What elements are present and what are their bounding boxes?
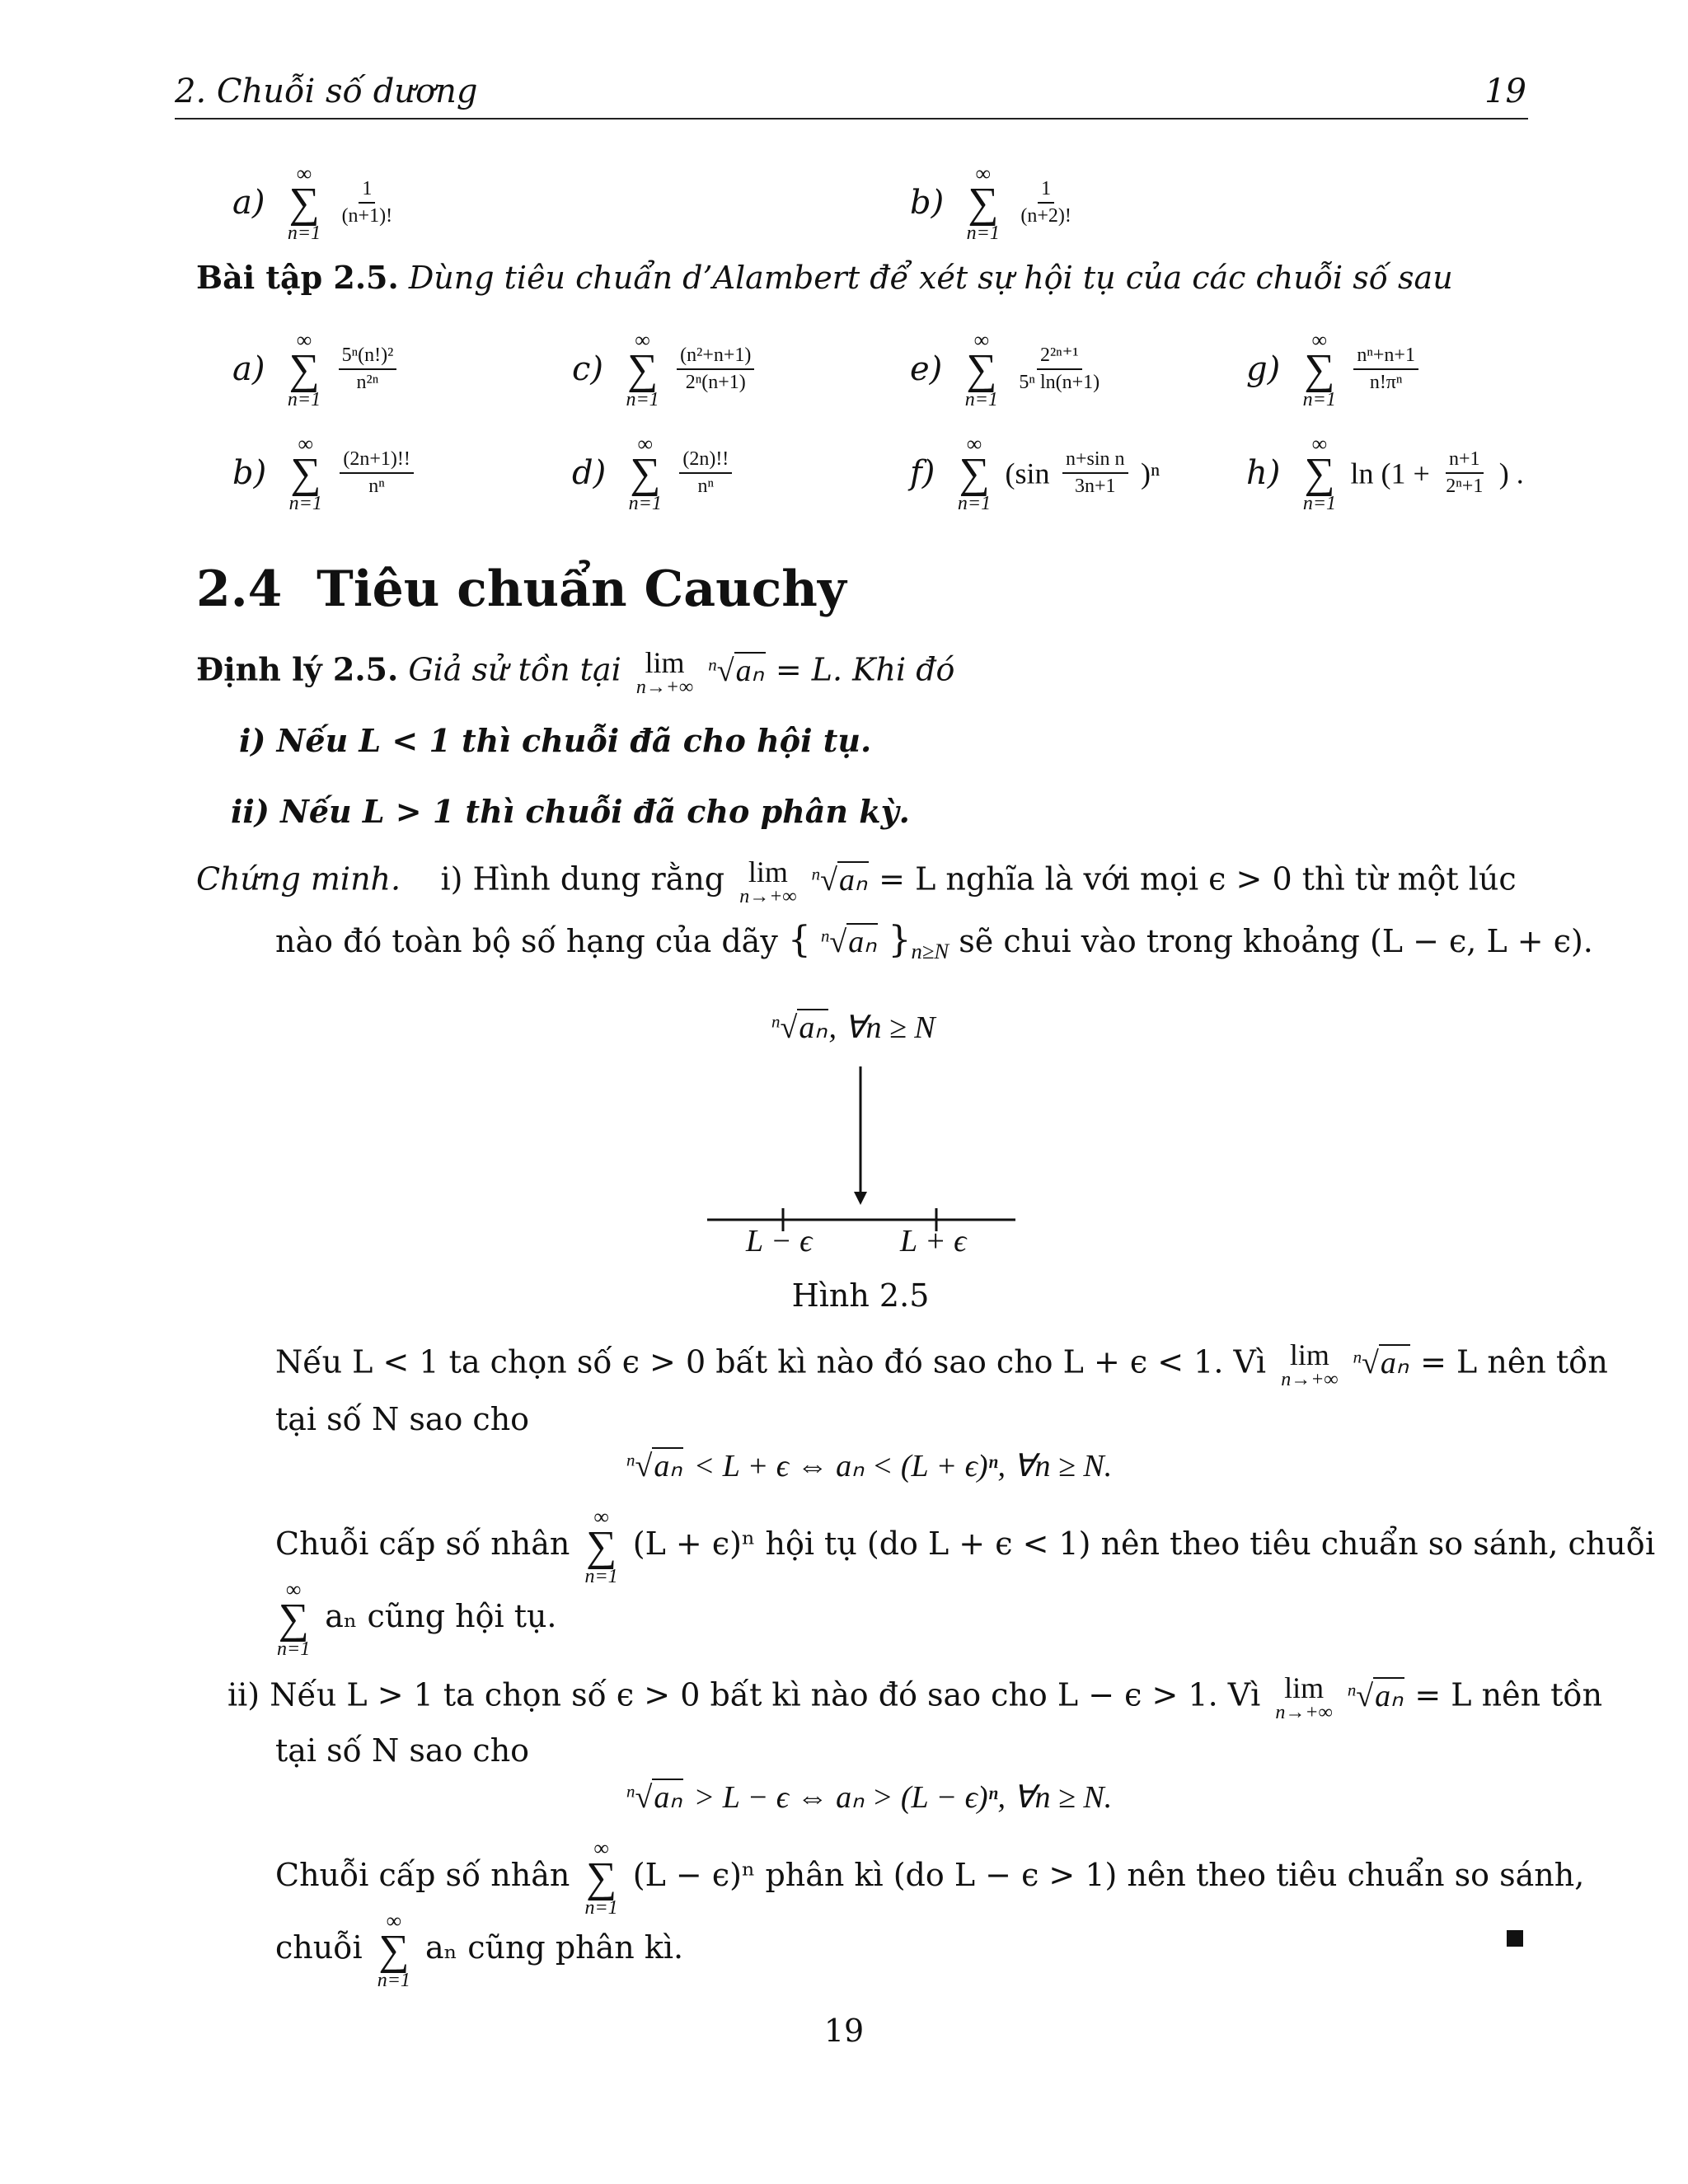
qed-square <box>1507 1930 1523 1947</box>
nth-root: $^n$√aₙ <box>771 1010 828 1045</box>
exercise-item-h: h) ∞ ∑ n=1 ln (1 + $\frac{n+1}{\text{2ⁿ+1}}$ ) . <box>1246 432 1524 514</box>
header-rule <box>175 118 1528 120</box>
sum-symbol: ∞ ∑ n=1 <box>288 432 322 514</box>
figure-label-left: L − ϵ <box>746 1224 813 1258</box>
sum-symbol: ∞ ∑ n=1 <box>287 328 321 410</box>
sum-symbol: ∞ ∑ n=1 <box>584 1836 618 1919</box>
sum-symbol: ∞ ∑ n=1 <box>277 1577 311 1660</box>
sum-symbol: ∞ ∑ n=1 <box>626 328 659 410</box>
exercise-item-b: b) ∞ ∑ n=1 $\frac{(2n+1)!!}{\text{nⁿ}}$ <box>232 434 417 513</box>
proof-line-1: Chứng minh. i) Hình dung rằng lim n→+∞ $^n$√aₙ = L nghĩa là với mọi ϵ > 0 thì từ một lúc <box>196 855 1517 907</box>
sum-symbol: ∞ ∑ n=1 <box>1302 328 1336 410</box>
sum-symbol: ∞ ∑ n=1 <box>966 162 1000 244</box>
footer-page-number: 19 <box>823 2013 865 2049</box>
exercise-item-d: d) ∞ ∑ n=1 $\frac{(2n)!!}{\text{nⁿ}}$ <box>572 434 735 513</box>
sum-symbol: ∞ ∑ n=1 <box>584 1505 618 1587</box>
nth-root: $^n$√aₙ <box>1353 1345 1409 1380</box>
nth-root: $^n$√aₙ <box>708 653 764 688</box>
limit-operator: lim n→+∞ <box>1281 1338 1339 1390</box>
proof-ii-equation: $^n$√aₙ > L − ϵ ⇔ aₙ > (L − ϵ)ⁿ, ∀n ≥ N. <box>626 1780 1113 1815</box>
proof-label: Chứng minh. <box>196 860 401 898</box>
nth-root: $^n$√aₙ <box>811 862 868 898</box>
proof-ii-line-2: tại số N sao cho <box>275 1732 530 1769</box>
proof-ii-line-4: chuỗi ∞ ∑ n=1 aₙ cũng phân kì. <box>275 1909 684 1991</box>
sum-symbol: ∞ ∑ n=1 <box>287 162 321 244</box>
limit-operator: lim n→+∞ <box>739 855 797 907</box>
sum-symbol: ∞ ∑ n=1 <box>1302 432 1337 514</box>
proof-i-equation: $^n$√aₙ < L + ϵ ⇔ aₙ < (L + ϵ)ⁿ, ∀n ≥ N. <box>626 1449 1113 1483</box>
fraction: $\frac{\text{nⁿ+n+1}}{\text{n!πⁿ}}$ <box>1353 344 1418 395</box>
sum-symbol: ∞ ∑ n=1 <box>957 432 992 514</box>
sum-symbol: ∞ ∑ n=1 <box>964 328 998 410</box>
fraction: $\frac{n+1}{\text{2ⁿ+1}}$ <box>1446 448 1484 498</box>
nth-root: $^n$√aₙ <box>626 1449 682 1483</box>
fraction: $\frac{\text{2²ⁿ⁺¹}}{\text{5ⁿ ln(n+1)}}$ <box>1019 344 1100 394</box>
exercise-item-f: f) ∞ ∑ n=1 (sin $\frac{\text{n+sin n}}{3n+1}$ )ⁿ <box>910 432 1160 514</box>
exercise-item-a: a) ∞ ∑ n=1 $\frac{\text{5ⁿ(n!)²}}{\text{n²ⁿ}}$ <box>232 330 400 410</box>
fraction: $\frac{(2n+1)!!}{\text{nⁿ}}$ <box>340 448 414 499</box>
figure-caption: Hình 2.5 <box>791 1277 930 1314</box>
nth-root: $^n$√aₙ <box>820 925 877 959</box>
nth-root: $^n$√aₙ <box>626 1780 682 1815</box>
exercise-item-e: e) ∞ ∑ n=1 $\frac{\text{2²ⁿ⁺¹}}{\text{5ⁿ ln(n+1)}}$ <box>910 330 1106 410</box>
prev-exercise-item-a: a) ∞ ∑ n=1 $\frac{1}{(n+1)!}$ <box>232 163 399 243</box>
theorem-2-5: Định lý 2.5. Giả sử tồn tại lim n→+∞ $^n$√aₙ = L. Khi đó <box>196 646 955 698</box>
fraction: $\frac{\text{(n²+n+1)}}{\text{2ⁿ(n+1)}}$ <box>677 344 754 395</box>
running-header-chapter: 2. Chuỗi số dương <box>175 73 478 110</box>
fraction: $\frac{(2n)!!}{\text{nⁿ}}$ <box>679 448 732 499</box>
proof-i-line-2: tại số N sao cho <box>275 1401 530 1437</box>
nth-root: $^n$√aₙ <box>1347 1678 1404 1713</box>
fraction: $\frac{1}{(n+1)!}$ <box>341 177 393 227</box>
section-heading: 2.4 Tiêu chuẩn Cauchy <box>196 560 846 618</box>
figure-arrow-head <box>854 1192 867 1205</box>
fraction: $\frac{\text{5ⁿ(n!)²}}{\text{n²ⁿ}}$ <box>339 344 397 395</box>
proof-ii-line-1: ii) Nếu L > 1 ta chọn số ϵ > 0 bất kì nào đó sao cho L − ϵ > 1. Vì lim n→+∞ $^n$√aₙ = L nên tồn <box>227 1671 1603 1723</box>
figure-top-label: $^n$√aₙ, ∀n ≥ N <box>771 1010 935 1045</box>
fraction: $\frac{1}{(n+2)!}$ <box>1020 177 1071 227</box>
fraction: $\frac{\text{n+sin n}}{3n+1}$ <box>1062 448 1128 499</box>
proof-i-line-4: ∞ ∑ n=1 aₙ cũng hội tụ. <box>277 1577 557 1660</box>
exercise-2-5-heading: Bài tập 2.5. Dùng tiêu chuẩn d’Alambert để xét sự hội tụ của các chuỗi số sau <box>196 259 1453 296</box>
prev-exercise-item-b: b) ∞ ∑ n=1 $\frac{1}{(n+2)!}$ <box>910 163 1078 243</box>
running-header-page: 19 <box>1484 73 1526 110</box>
limit-operator: lim n→+∞ <box>1275 1671 1333 1723</box>
sum-symbol: ∞ ∑ n=1 <box>628 432 662 514</box>
proof-line-2: nào đó toàn bộ số hạng của dãy { $^n$√aₙ }$_{n\ge N}$ sẽ chui vào trong khoảng (L − ϵ, L + ϵ). <box>275 919 1593 963</box>
sum-symbol: ∞ ∑ n=1 <box>377 1909 410 1991</box>
figure-label-right: L + ϵ <box>900 1224 967 1258</box>
exercise-item-g: g) ∞ ∑ n=1 $\frac{\text{nⁿ+n+1}}{\text{n!πⁿ}}$ <box>1246 330 1422 410</box>
limit-operator: lim n→+∞ <box>635 646 694 698</box>
proof-i-line-1: Nếu L < 1 ta chọn số ϵ > 0 bất kì nào đó sao cho L + ϵ < 1. Vì lim n→+∞ $^n$√aₙ = L nên tồn <box>275 1338 1608 1390</box>
exercise-item-c: c) ∞ ∑ n=1 $\frac{\text{(n²+n+1)}}{\text{2ⁿ(n+1)}}$ <box>572 330 757 410</box>
proof-i-line-3: Chuỗi cấp số nhân ∞ ∑ n=1 (L + ϵ)ⁿ hội tụ (do L + ϵ < 1) nên theo tiêu chuẩn so sánh, chuỗi <box>275 1505 1656 1587</box>
proof-ii-line-3: Chuỗi cấp số nhân ∞ ∑ n=1 (L − ϵ)ⁿ phân kì (do L − ϵ > 1) nên theo tiêu chuẩn so sánh, <box>275 1836 1585 1919</box>
theorem-case-i: i) Nếu L < 1 thì chuỗi đã cho hội tụ. <box>239 722 872 759</box>
theorem-case-ii: ii) Nếu L > 1 thì chuỗi đã cho phân kỳ. <box>231 793 910 830</box>
